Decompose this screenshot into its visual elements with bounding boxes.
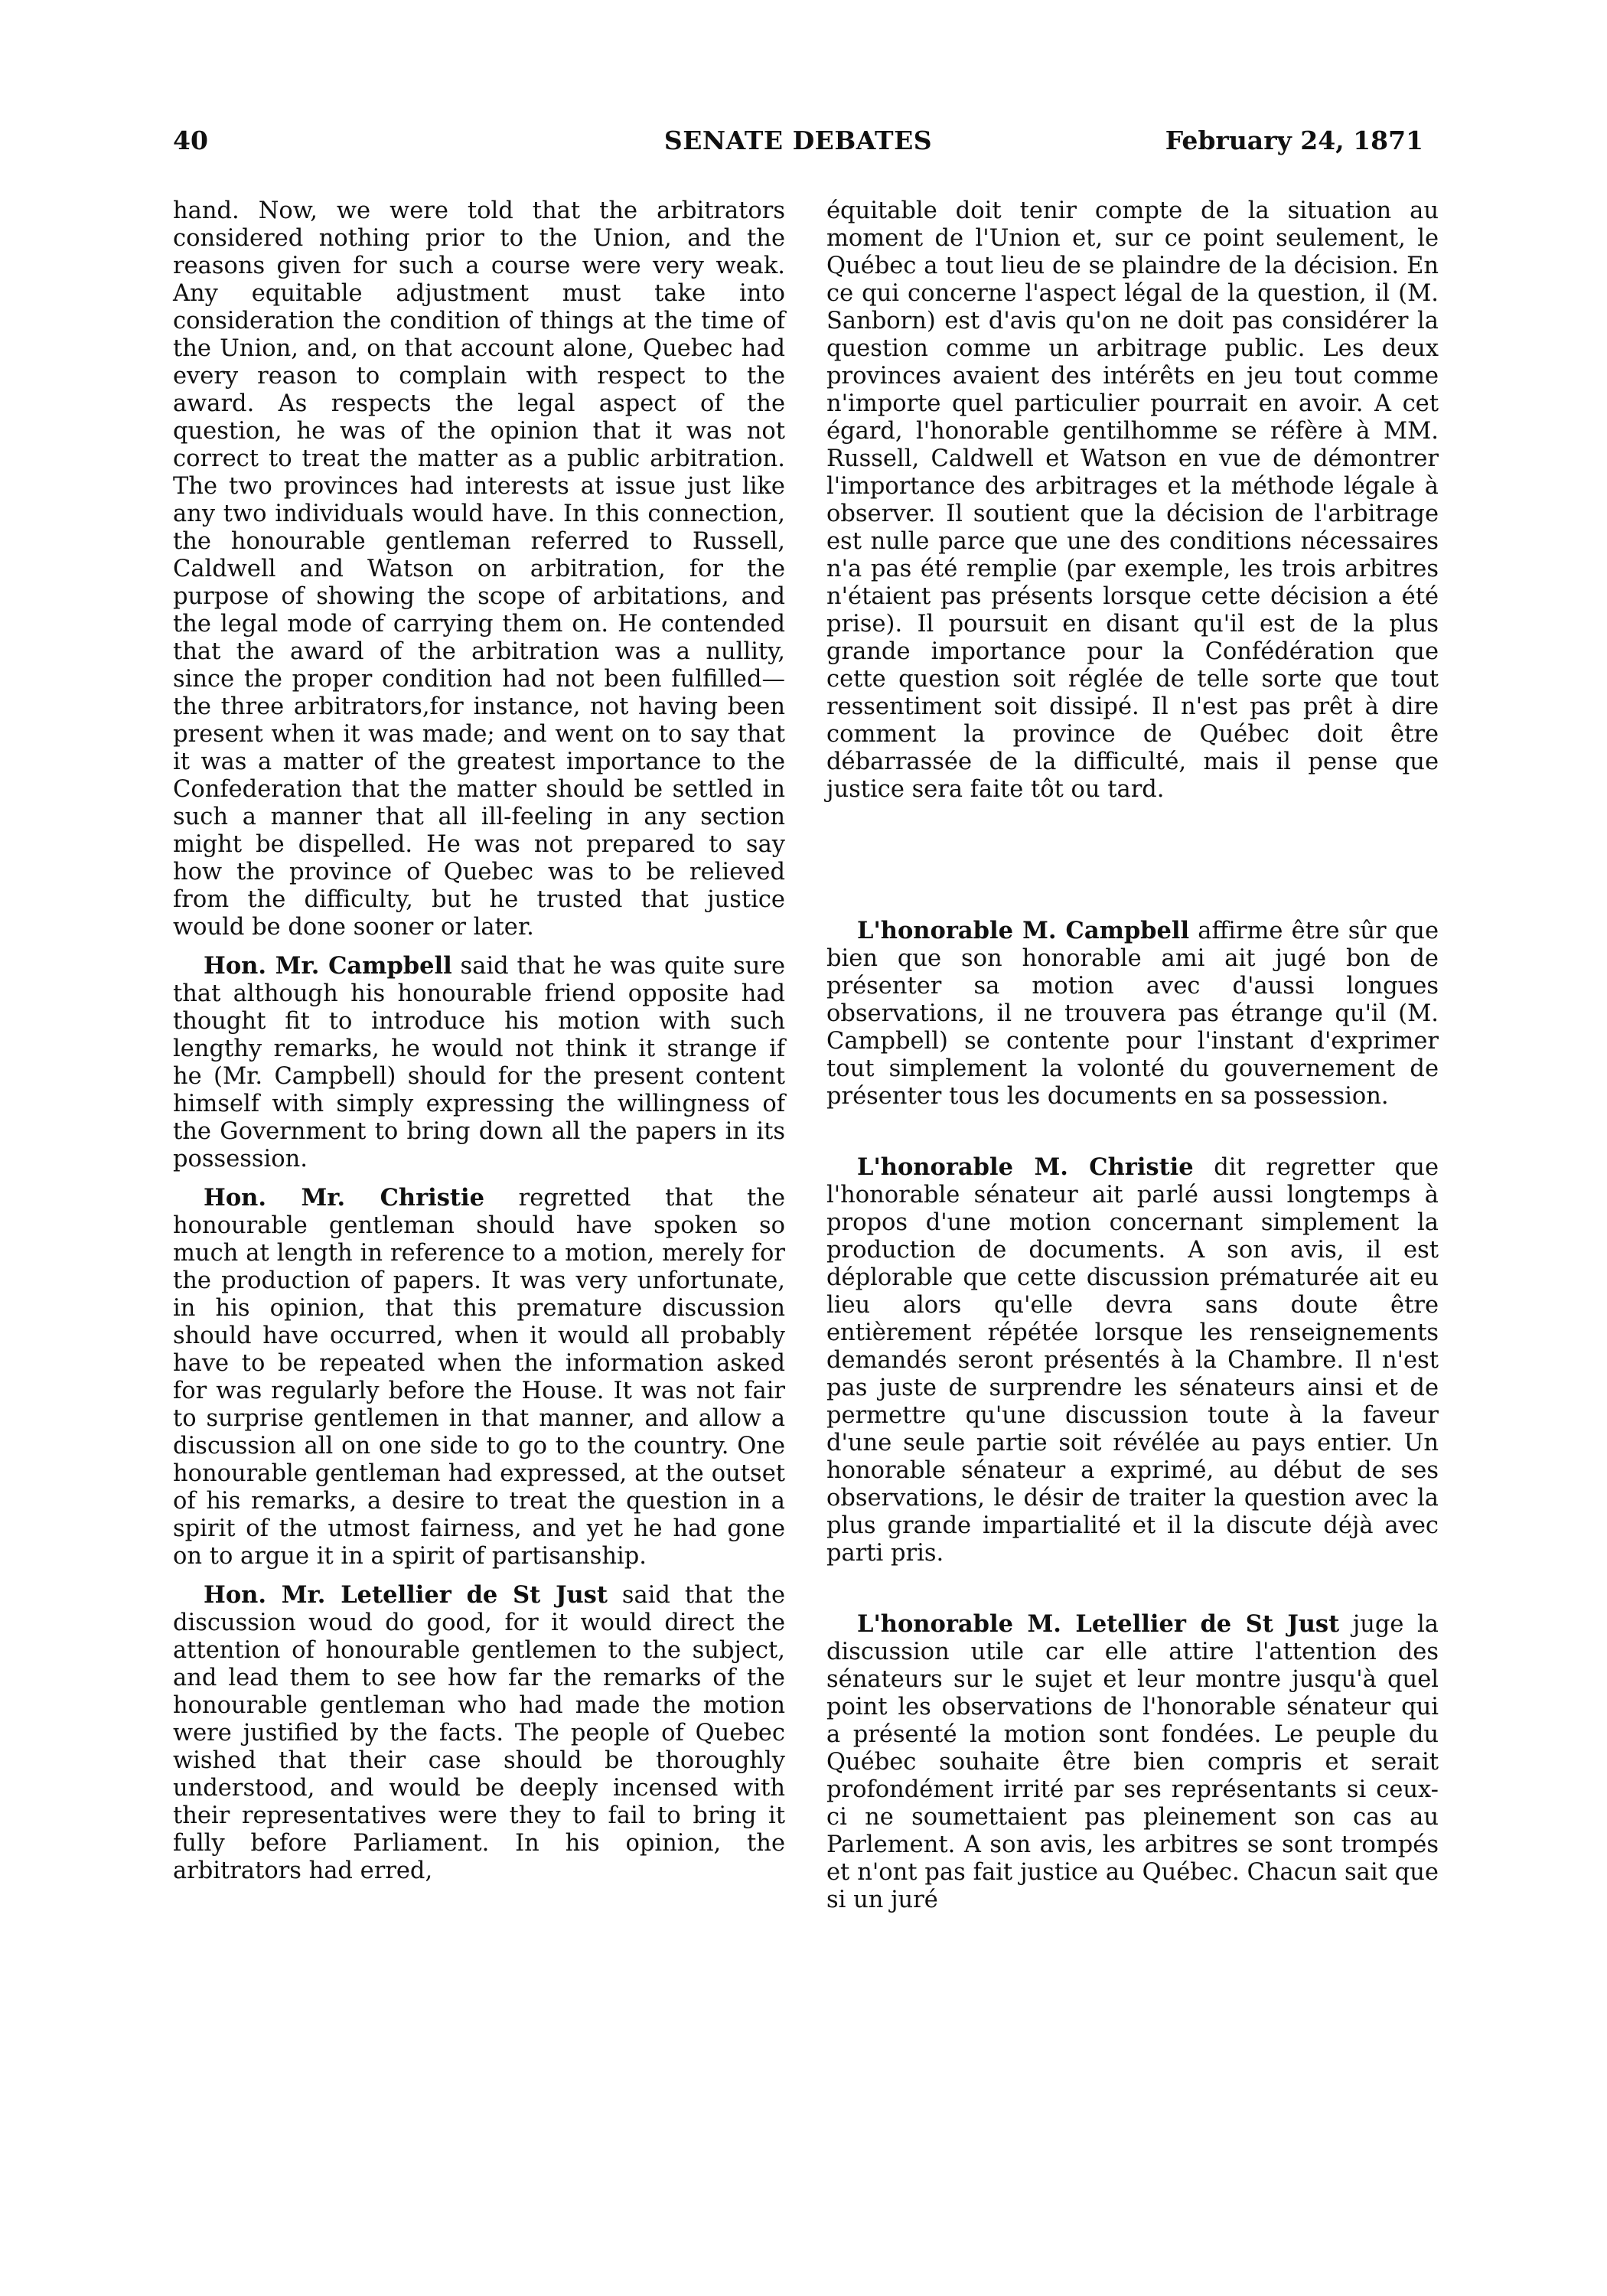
english-speech-campbell [173,952,785,1173]
speaker-name: Hon. Mr. Christie [204,1184,485,1212]
french-speech-campbell [826,917,1439,1110]
speech-text: affirme être sûr que bien que son honorable ami ait jugé bon de présenter sa motion avec d'aussi longues observations, il ne trouvera pas étrange qu'il (M. Campbell) se contente pour l'instant d'exprimer tout simplement la volonté du gouvernement de présenter tous les documents en sa possession. [826,918,1439,1110]
english-paragraph-1 [173,197,785,941]
french-column [826,197,1439,1914]
english-speech-letellier [173,1581,785,1885]
speech-text: dit regretter que l'honorable sénateur ait parlé aussi longtemps à propos d'une motion concernant simplement la production de documents. A son avis, il est déplorable que cette discussion prématurée ait eu lieu alors qu'elle devra sans doute être entièrement répétée lorsque les renseignements demandés seront présentés à la Chambre. Il n'est pas juste de surprendre les sénateurs ainsi et de permettre qu'une discussion toute à la faveur d'une seule partie soit révélée au pays entier. Un honorable sénateur a exprimé, au début de ses observations, le désir de traiter la question avec la plus grande impartialité et il la discute déjà avec parti pris. [826,1154,1439,1567]
speaker-name: L'honorable M. Letellier de St Just [857,1610,1340,1638]
paragraph-text: équitable doit tenir compte de la situation au moment de l'Union et, sur ce point seulement, le Québec a tout lieu de se plaindre de la décision. En ce qui concerne l'aspect légal de la question, il (M. Sanborn) est d'avis qu'on ne doit pas considérer la question comme un arbitrage public. Les deux provinces avaient des intérêts en jeu tout comme n'importe quel particulier pourrait en avoir. A cet égard, l'honorable gentilhomme se réfère à MM. Russell, Caldwell et Watson en vue de démontrer l'importance des arbitrages et la méthode légale à observer. Il soutient que la décision de l'arbitrage est nulle parce que une des conditions nécessaires n'a pas été remplie (par exemple, les trois arbitres n'étaient pas présents lorsque cette décision a été prise). Il poursuit en disant qu'il est de la plus grande importance pour la Confédération que cette question soit réglée de telle sorte que tout ressentiment soit dissipé. Il n'est pas prêt à dire comment la province de Québec doit être débarrassée de la difficulté, mais il pense que justice sera faite tôt ou tard. [826,197,1439,803]
speaker-name: L'honorable M. Christie [857,1153,1194,1181]
page-number: 40 [173,126,208,155]
speaker-name: Hon. Mr. Letellier de St Just [204,1581,608,1609]
french-speech-christie [826,1153,1439,1567]
header-date: February 24, 1871 [1165,126,1423,155]
speaker-name: Hon. Mr. Campbell [204,952,452,980]
speaker-name: L'honorable M. Campbell [857,917,1190,944]
journal-title: SENATE DEBATES [663,126,933,155]
speech-text: said that he was quite sure that although his honourable friend opposite had thought fit to introduce his motion with such lengthy remarks, he would not think it strange if he (Mr. Campbell) should for the present content himself with simply expressing the willingness of the Government to bring down all the papers in its possession. [173,953,785,1172]
french-paragraph-1 [826,197,1439,804]
english-column [173,197,785,1885]
english-speech-christie [173,1184,785,1570]
speech-text: said that the discussion woud do good, for it would direct the attention of honourable gentlemen to the subject, and lead them to see how far the remarks of the honourable gentleman who had made the motion were justified by the facts. The people of Quebec wished that their case should be thoroughly understood, and would be deeply incensed with their representatives were they to fail to bring it fully before Parliament. In his opinion, the arbitrators had erred, [173,1582,785,1884]
french-speech-letellier [826,1610,1439,1914]
page-header [173,126,1423,161]
paragraph-text: hand. Now, we were told that the arbitrators considered nothing prior to the Union, and the reasons given for such a course were very weak. Any equitable adjustment must take into consideration the condition of things at the time of the Union, and, on that account alone, Quebec had every reason to complain with respect to the award. As respects the legal aspect of the question, he was of the opinion that it was not correct to treat the matter as a public arbitration. The two provinces had interests at issue just like any two individuals would have. In this connection, the honourable gentleman referred to Russell, Caldwell and Watson on arbitration, for the purpose of showing the scope of arbitations, and the legal mode of carrying them on. He contended that the award of the arbitration was a nullity, since the proper condition had not been fulfilled—the three arbitrators,for instance, not having been present when it was made; and went on to say that it was a matter of the greatest importance to the Confederation that the matter should be settled in such a manner that all ill-feeling in any section might be dispelled. He was not prepared to say how the province of Quebec was to be relieved from the difficulty, but he trusted that justice would be done sooner or later. [173,197,785,941]
speech-text: juge la discussion utile car elle attire l'attention des sénateurs sur le sujet et leur montre jusqu'à quel point les observations de l'honorable sénateur qui a présenté la motion sont fondées. Le peuple du Québec souhaite être bien compris et serait profondément irrité par ses représentants si ceux-ci ne soumettaient pas pleinement son cas au Parlement. A son avis, les arbitres se sont trompés et n'ont pas fait justice au Québec. Chacun sait que si un juré [826,1611,1439,1913]
speech-text: regretted that the honourable gentleman should have spoken so much at length in reference to a motion, merely for the production of papers. It was very unfortunate, in his opinion, that this premature discussion should have occurred, when it would all probably have to be repeated when the information asked for was regularly before the House. It was not fair to surprise gentlemen in that manner, and allow a discussion all on one side to go to the country. One honourable gentleman had expressed, at the outset of his remarks, a desire to treat the question in a spirit of the utmost fairness, and yet he had gone on to argue it in a spirit of partisanship. [173,1185,785,1570]
